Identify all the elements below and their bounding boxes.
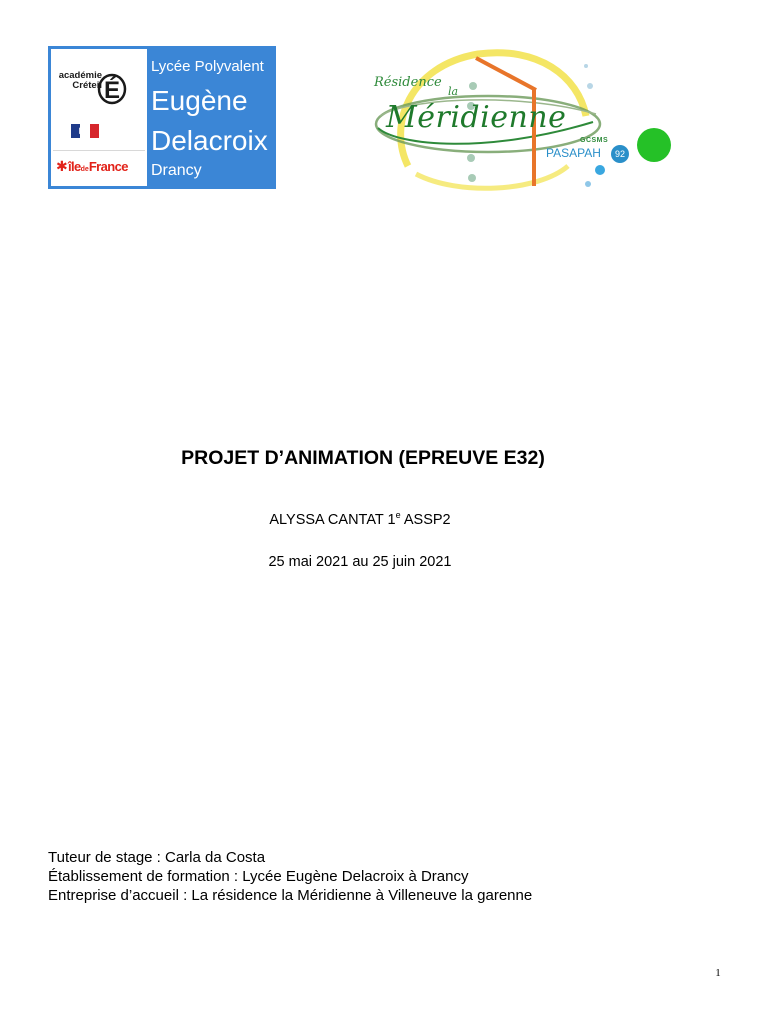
page-number: 1 xyxy=(715,967,721,979)
student-superscript: e xyxy=(395,510,401,521)
tutor-line: Tuteur de stage : Carla da Costa xyxy=(48,849,266,866)
residence-gcsms: GCSMS xyxy=(580,137,609,144)
idf-suffix: France xyxy=(88,159,128,174)
student-suffix: ASSP2 xyxy=(400,512,451,528)
residence-pasapah: PASAPAH xyxy=(546,146,601,160)
residence-92-badge: 92 xyxy=(611,145,629,163)
academie-creteil-block xyxy=(53,51,145,147)
ile-de-france-star-icon: ✱ xyxy=(56,158,68,174)
academie-line2: Créteil xyxy=(72,80,102,91)
idf-prefix: île xyxy=(68,159,81,174)
academie-text xyxy=(56,71,102,91)
school-line: Établissement de formation : Lycée Eugène Delacroix à Drancy xyxy=(48,868,469,885)
internship-info-block xyxy=(48,848,532,905)
lycee-title: Lycée Polyvalent xyxy=(151,58,264,75)
residence-la-word: la xyxy=(448,85,459,98)
student-line xyxy=(0,511,720,529)
lycee-city: Drancy xyxy=(151,162,202,179)
residence-word: Résidence xyxy=(374,75,442,90)
idf-de: de xyxy=(80,166,89,173)
academie-e-letter: É xyxy=(103,77,121,104)
student-prefix: ALYSSA CANTAT 1 xyxy=(269,512,396,528)
ile-de-france-text xyxy=(68,160,128,177)
academie-e-emblem-icon xyxy=(97,69,127,105)
residence-logo xyxy=(368,46,678,194)
company-line: Entreprise d’accueil : La résidence la Méridienne à Villeneuve la garenne xyxy=(48,887,533,904)
ile-de-france-block xyxy=(53,150,145,185)
french-republic-flag-icon xyxy=(71,124,99,138)
academie-line1: académie xyxy=(58,70,102,81)
document-title: PROJET D’ANIMATION (EPREUVE E32) xyxy=(181,447,545,469)
lycee-logo xyxy=(48,46,276,189)
lycee-logo-white-panel xyxy=(51,49,147,186)
internship-dates: 25 mai 2021 au 25 juin 2021 xyxy=(268,554,452,570)
lycee-name-line2: Delacroix xyxy=(151,125,268,156)
lycee-name-line1: Eugène xyxy=(151,85,248,116)
residence-meridienne-word: Méridienne xyxy=(386,100,567,135)
